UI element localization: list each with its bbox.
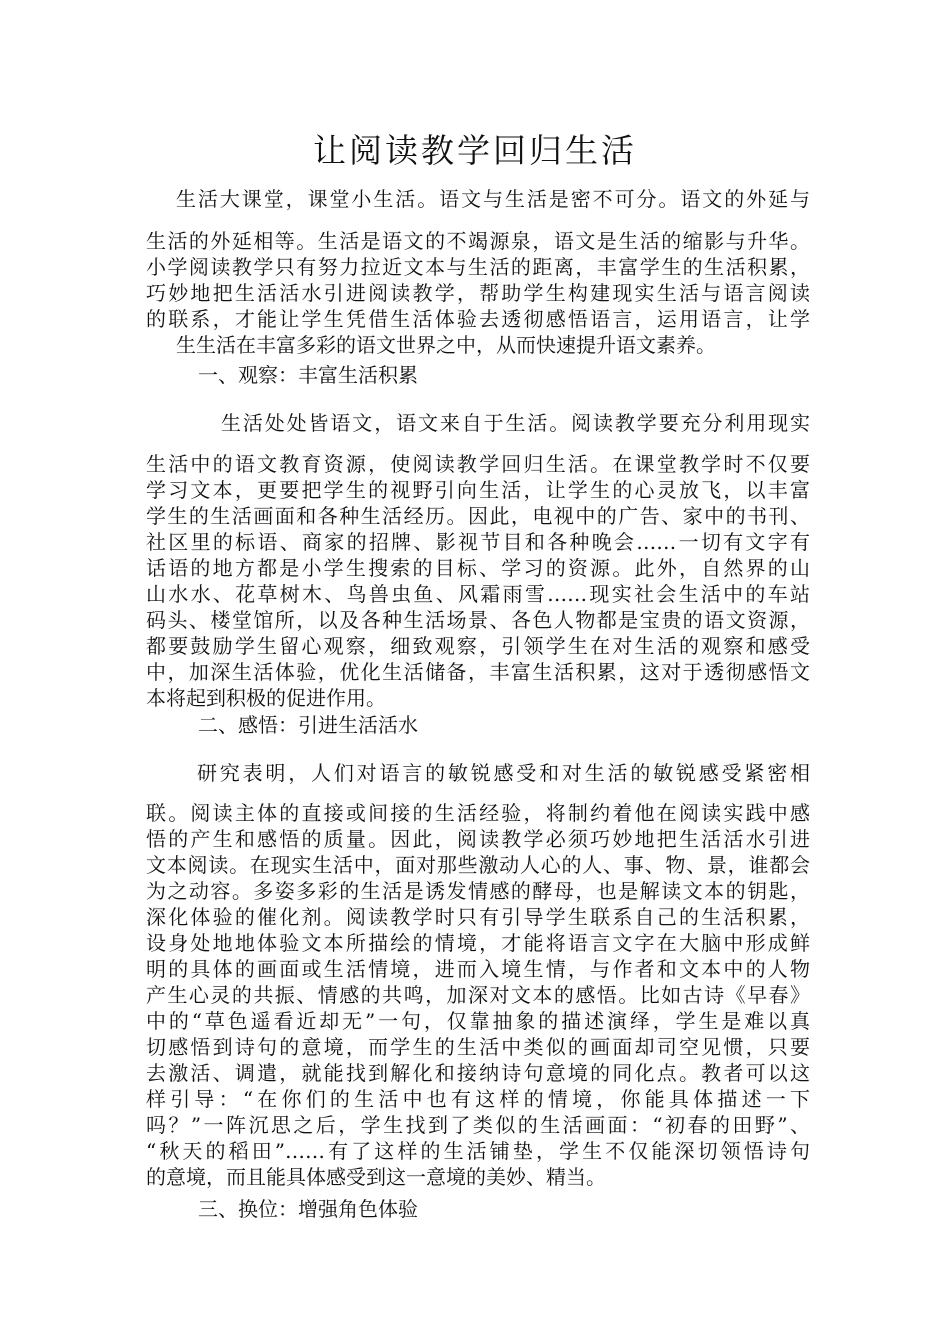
paragraph-line: 山水水、花草树木、鸟兽虫鱼、风霜雨雪……现实社会生活中的车站 <box>146 582 810 606</box>
paragraph-line: “秋天的稻田”……有了这样的生活铺垫，学生不仅能深切领悟诗句 <box>146 1139 810 1163</box>
paragraph-line: 本将起到积极的促进作用。 <box>146 686 386 710</box>
paragraph-line: 话语的地方都是小学生搜索的目标、学习的资源。此外，自然界的山 <box>146 556 810 580</box>
paragraph-line: 的意境，而且能具体感受到这一意境的美妙、精当。 <box>146 1165 606 1189</box>
paragraph-line: 为之动容。多姿多彩的生活是诱发情感的酵母，也是解读文本的钥匙， <box>146 879 810 903</box>
section-heading: 三、换位：增强角色体验 <box>198 1197 418 1221</box>
paragraph-line: 社区里的标语、商家的招牌、影视节目和各种晚会……一切有文字有 <box>146 530 810 554</box>
document-title: 让阅读教学回归生活 <box>313 131 637 170</box>
intro-line: 小学阅读教学只有努力拉近文本与生活的距离，丰富学生的生活积累， <box>146 255 810 279</box>
section-heading: 二、感悟：引进生活活水 <box>198 713 418 737</box>
paragraph-line: 样引导：“在你们的生活中也有这样的情境，你能具体描述一下 <box>146 1087 810 1111</box>
paragraph-line: 产生心灵的共振、情感的共鸣，加深对文本的感悟。比如古诗《早春》 <box>146 983 810 1007</box>
paragraph-line: 切感悟到诗句的意境，而学生的生活中类似的画面却司空见惯，只要 <box>146 1035 810 1059</box>
paragraph-line: 中，加深生活体验，优化生活储备，丰富生活积累，这对于透彻感悟文 <box>146 660 810 684</box>
paragraph-line: 研究表明，人们对语言的敏锐感受和对生活的敏锐感受紧密相 <box>197 761 810 785</box>
paragraph-line: 生活中的语文教育资源，使阅读教学回归生活。在课堂教学时不仅要 <box>146 452 810 476</box>
paragraph-line: 学生的生活画面和各种生活经历。因此，电视中的广告、家中的书刊、 <box>146 504 810 528</box>
section-heading: 一、观察：丰富生活积累 <box>198 363 418 387</box>
paragraph-line: 学习文本，更要把学生的视野引向生活，让学生的心灵放飞，以丰富 <box>146 478 810 502</box>
paragraph-line: 中的“草色遥看近却无”一句，仅靠抽象的描述演绎，学生是难以真 <box>146 1009 810 1033</box>
paragraph-line: 联。阅读主体的直接或间接的生活经验，将制约着他在阅读实践中感 <box>146 801 810 825</box>
paragraph-line: 文本阅读。在现实生活中，面对那些激动人心的人、事、物、景，谁都会 <box>146 853 810 877</box>
intro-line: 的联系，才能让学生凭借生活体验去透彻感悟语言，运用语言，让学 <box>146 307 810 331</box>
paragraph-line: 明的具体的画面或生活情境，进而入境生情，与作者和文本中的人物 <box>146 957 810 981</box>
paragraph-line: 生活处处皆语文，语文来自于生活。阅读教学要充分利用现实 <box>221 411 810 435</box>
paragraph-line: 设身处地地体验文本所描绘的情境，才能将语言文字在大脑中形成鲜 <box>146 931 810 955</box>
paragraph-line: 都要鼓励学生留心观察，细致观察，引领学生在对生活的观察和感受 <box>146 634 810 658</box>
paragraph-line: 去激活、调遣，就能找到解化和接纳诗句意境的同化点。教者可以这 <box>146 1061 810 1085</box>
paragraph-line: 深化体验的催化剂。阅读教学时只有引导学生联系自己的生活积累， <box>146 905 810 929</box>
paragraph-line: 吗？”一阵沉思之后，学生找到了类似的生活画面：“初春的田野”、 <box>146 1113 810 1137</box>
intro-line: 巧妙地把生活活水引进阅读教学，帮助学生构建现实生活与语言阅读 <box>146 281 810 305</box>
intro-line: 生生活在丰富多彩的语文世界之中，从而快速提升语文素养。 <box>176 333 716 357</box>
paragraph-line: 码头、楼堂馆所，以及各种生活场景、各色人物都是宝贵的语文资源， <box>146 608 810 632</box>
paragraph-line: 悟的产生和感悟的质量。因此，阅读教学必须巧妙地把生活活水引进 <box>146 827 810 851</box>
intro-line: 生活大课堂，课堂小生活。语文与生活是密不可分。语文的外延与 <box>176 187 810 211</box>
intro-line: 生活的外延相等。生活是语文的不竭源泉，语文是生活的缩影与升华。 <box>146 229 810 253</box>
